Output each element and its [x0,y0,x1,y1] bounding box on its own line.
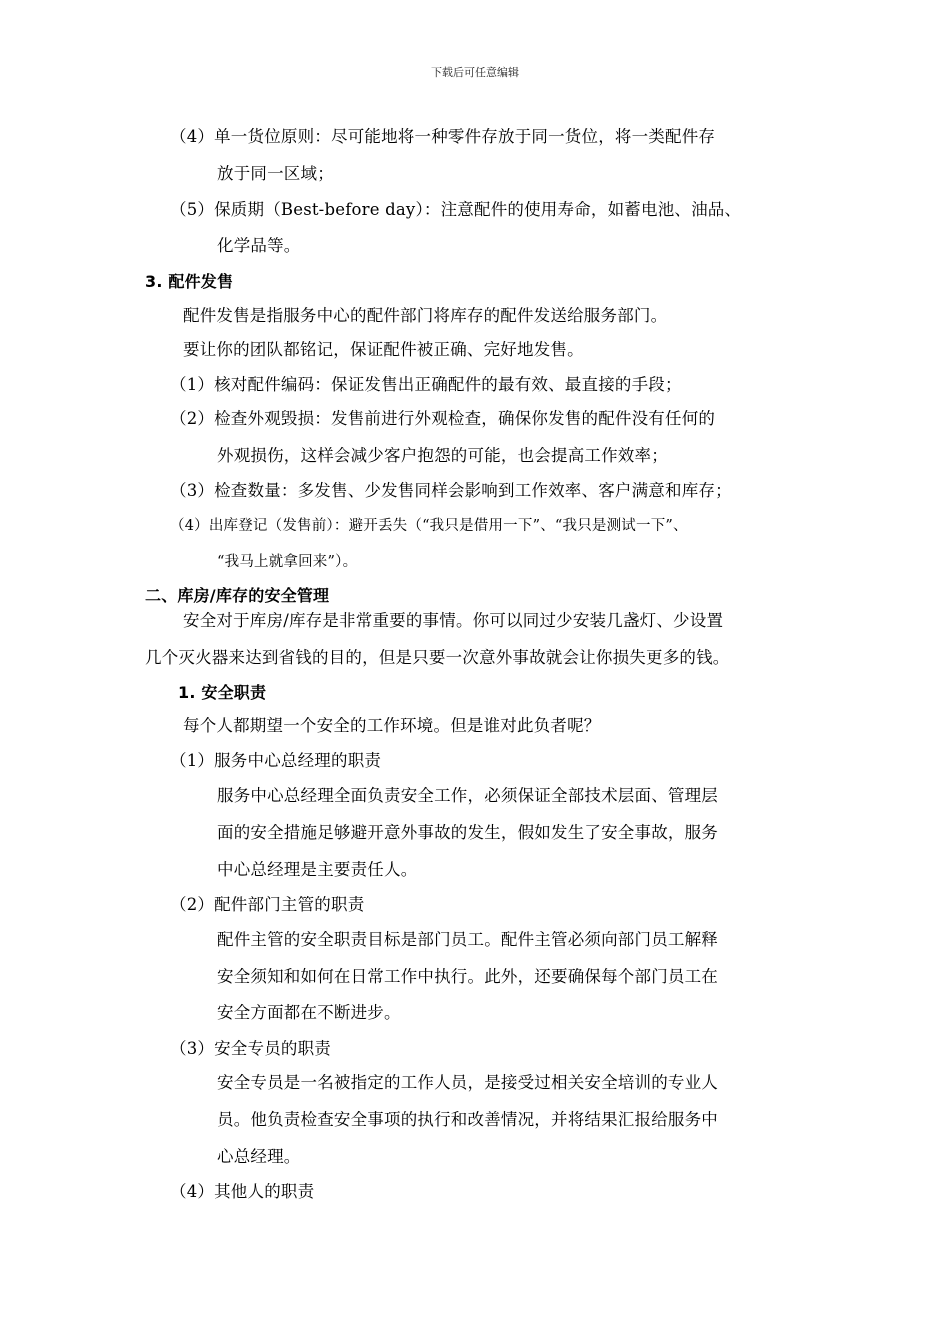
text-line: 服务中心总经理全面负责安全工作，必须保证全部技术层面、管理层 [217,786,718,805]
text-line: 化学品等。 [217,236,301,255]
text-line: 外观损伤，这样会减少客户抱怨的可能，也会提高工作效率； [217,446,668,465]
text-line: 要让你的团队都铭记，保证配件被正确、完好地发售。 [183,340,584,359]
text-line: 配件主管的安全职责目标是部门员工。配件主管必须向部门员工解释 [217,930,718,949]
text-line: （4）出库登记（发售前）：避开丢失（“我只是借用一下”、“我只是测试一下”、 [170,518,688,534]
text-line: （1）核对配件编码：保证发售出正确配件的最有效、最直接的手段； [170,375,682,394]
text-line: 放于同一区域； [217,164,334,183]
text-line: 几个灭火器来达到省钱的目的，但是只要一次意外事故就会让你损失更多的钱。 [145,648,730,667]
text-line: 员。他负责检查安全事项的执行和改善情况，并将结果汇报给服务中 [217,1110,718,1129]
text-line: （2）检查外观毁损：发售前进行外观检查，确保你发售的配件没有任何的 [170,409,716,428]
text-line: 心总经理。 [217,1147,301,1166]
text-line: （3）安全专员的职责 [170,1039,331,1058]
text-line: （3）检查数量：多发售、少发售同样会影响到工作效率、客户满意和库存； [170,481,732,500]
text-line: 安全对于库房/库存是非常重要的事情。你可以同过少安装几盏灯、少设置 [183,611,724,630]
text-line: （2）配件部门主管的职责 [170,895,365,914]
section-heading: 3. 配件发售 [145,272,234,291]
text-line: 配件发售是指服务中心的配件部门将库存的配件发送给服务部门。 [183,306,668,325]
text-line: （5）保质期（Best-before day）：注意配件的使用寿命，如蓄电池、油品、 [170,200,742,219]
text-line: 面的安全措施足够避开意外事故的发生，假如发生了安全事故，服务 [217,823,718,842]
text-line: （4）其他人的职责 [170,1182,315,1201]
section-heading: 1. 安全职责 [178,683,267,702]
text-line: 安全方面都在不断进步。 [217,1003,401,1022]
text-line: “我马上就拿回来”）。 [217,554,358,570]
chapter-heading: 二、库房/库存的安全管理 [145,586,330,605]
text-line: 安全专员是一名被指定的工作人员，是接受过相关安全培训的专业人 [217,1073,718,1092]
text-line: 中心总经理是主要责任人。 [217,860,418,879]
text-line: （4）单一货位原则：尽可能地将一种零件存放于同一货位，将一类配件存 [170,127,716,146]
header-note: 下载后可任意编辑 [431,66,519,79]
text-line: （1）服务中心总经理的职责 [170,751,382,770]
text-line: 每个人都期望一个安全的工作环境。但是谁对此负者呢？ [183,716,601,735]
text-line: 安全须知和如何在日常工作中执行。此外，还要确保每个部门员工在 [217,967,718,986]
